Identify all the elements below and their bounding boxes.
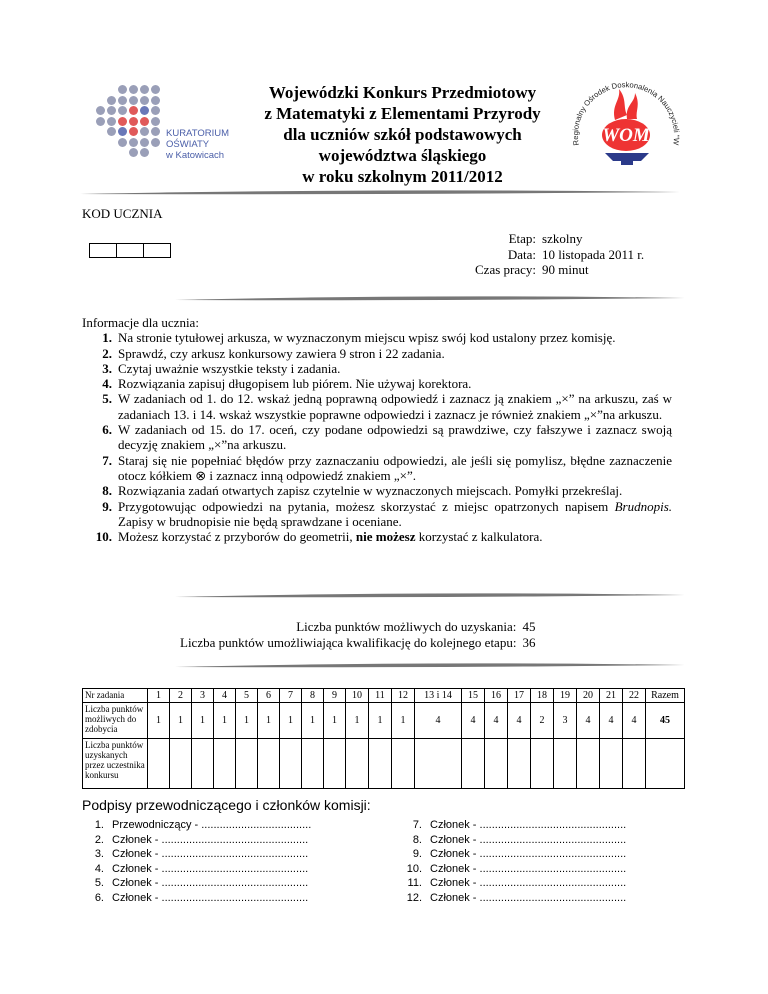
- logo-dot: [140, 96, 149, 105]
- logo-dot: [151, 127, 160, 136]
- earned-points-cell[interactable]: [531, 739, 554, 789]
- logo-dot: [118, 96, 127, 105]
- earned-points-cell[interactable]: [192, 739, 214, 789]
- signature-line[interactable]: [400, 891, 626, 906]
- earned-points-cell[interactable]: [369, 739, 392, 789]
- title-line: z Matematyki z Elementami Przyrody: [264, 104, 541, 123]
- max-points-cell: 1: [258, 703, 280, 739]
- score-row: [83, 689, 685, 703]
- signature-role: Członek - ................................................: [112, 877, 309, 889]
- signature-role: Członek - ................................................: [430, 848, 627, 860]
- divider-swoosh: [175, 592, 685, 600]
- student-instructions: [82, 315, 672, 544]
- signature-role: Członek - ................................................: [430, 877, 627, 889]
- logo-dot: [151, 85, 160, 94]
- earned-points-cell[interactable]: [600, 739, 623, 789]
- signature-number: 11.: [407, 877, 422, 889]
- signature-number: 10.: [406, 862, 422, 875]
- points-row: [180, 619, 535, 635]
- student-code-boxes[interactable]: [90, 243, 171, 258]
- signature-number: 3.: [94, 848, 104, 860]
- meta-row: [475, 247, 644, 263]
- signature-line[interactable]: [400, 876, 626, 891]
- signature-line[interactable]: [400, 833, 626, 848]
- meta-row: [475, 262, 644, 278]
- exam-meta: [475, 231, 644, 278]
- signature-line[interactable]: [82, 891, 311, 906]
- logo-dot: [151, 96, 160, 105]
- instruction-number: 10.: [95, 529, 112, 545]
- max-points-cell: 1: [369, 703, 392, 739]
- signature-line[interactable]: [82, 833, 311, 848]
- signature-number: 9.: [412, 848, 422, 860]
- earned-points-cell[interactable]: [392, 739, 415, 789]
- max-points-cell: 1: [392, 703, 415, 739]
- earned-points-cell[interactable]: [258, 739, 280, 789]
- kuratorium-logo-line: KURATORIUM: [166, 128, 229, 139]
- task-number-cell: 20: [577, 689, 600, 703]
- max-points-cell: 45: [646, 703, 685, 739]
- logo-dot: [118, 106, 127, 115]
- student-code-box[interactable]: [116, 243, 144, 258]
- logo-dot: [107, 117, 116, 126]
- logo-dot: [96, 106, 105, 115]
- signature-role: Członek - ................................................: [112, 848, 309, 860]
- signature-role: Przewodniczący - ....................................: [112, 819, 312, 831]
- instruction-item: [82, 422, 672, 453]
- earned-points-cell[interactable]: [485, 739, 508, 789]
- logo-dot: [151, 138, 160, 147]
- task-number-cell: 3: [192, 689, 214, 703]
- instruction-text: W zadaniach od 1. do 12. wskaż jedną poprawną odpowiedź i zaznacz ją znakiem „×” na arkuszu, zaś w zadaniach 13. i 14. wskaż wszystkie poprawne odpowiedzi i zaznacz je również znakiem „×”na arkuszu.: [118, 391, 672, 422]
- points-value: 45: [522, 619, 536, 634]
- kuratorium-logo-text: [166, 128, 229, 161]
- signatures-right: [400, 818, 626, 905]
- score-row-label: Liczba punktów uzyskanych przez uczestnika konkursu: [83, 739, 148, 789]
- max-points-cell: 4: [462, 703, 485, 739]
- document-title: [225, 82, 580, 187]
- signature-number: 7.: [412, 819, 422, 831]
- max-points-cell: 1: [302, 703, 324, 739]
- max-points-cell: 1: [192, 703, 214, 739]
- instruction-text: Sprawdź, czy arkusz konkursowy zawiera 9 stron i 22 zadania.: [118, 345, 445, 361]
- earned-points-cell[interactable]: [415, 739, 462, 789]
- signature-role: Członek - ................................................: [112, 891, 309, 904]
- task-number-cell: Razem: [646, 689, 685, 703]
- task-number-cell: 6: [258, 689, 280, 703]
- student-code-box[interactable]: [143, 243, 171, 258]
- instruction-text: W zadaniach od 15. do 17. oceń, czy podane odpowiedzi są prawdziwe, czy fałszywe i zaznacz swoją decyzję znakiem „×”na arkuszu.: [118, 422, 672, 453]
- instructions-heading: Informacje dla ucznia:: [82, 315, 199, 330]
- logo-dot: [107, 96, 116, 105]
- instruction-number: 1.: [102, 330, 112, 346]
- max-points-cell: 4: [577, 703, 600, 739]
- instruction-number: 3.: [102, 360, 112, 376]
- task-number-cell: 12: [392, 689, 415, 703]
- logo-dot: [129, 117, 138, 126]
- task-number-cell: 7: [280, 689, 302, 703]
- task-number-cell: 1: [148, 689, 170, 703]
- instruction-number: 9.: [102, 498, 112, 514]
- logo-dot: [118, 117, 127, 126]
- instruction-number: 6.: [102, 422, 112, 438]
- signature-role: Członek - ................................................: [112, 862, 309, 875]
- task-number-cell: 2: [170, 689, 192, 703]
- wom-logo: [565, 75, 687, 193]
- signatures-left: [82, 818, 311, 905]
- points-value: 36: [522, 635, 536, 650]
- earned-points-cell[interactable]: [236, 739, 258, 789]
- meta-value: 90 minut: [542, 262, 589, 277]
- earned-points-cell[interactable]: [646, 739, 685, 789]
- signature-number: 6.: [94, 891, 104, 904]
- task-number-cell: 16: [485, 689, 508, 703]
- instruction-item: [82, 376, 672, 391]
- kuratorium-logo-line: w Katowicach: [166, 150, 225, 161]
- instruction-number: 4.: [102, 376, 112, 392]
- divider-swoosh: [80, 189, 680, 197]
- signature-number: 4.: [94, 862, 104, 875]
- logo-dot: [129, 127, 138, 136]
- logo-dot: [140, 85, 149, 94]
- max-points-cell: 4: [623, 703, 646, 739]
- signature-role: Członek - ................................................: [430, 862, 627, 875]
- logo-dot: [129, 85, 138, 94]
- signature-number: 1.: [94, 819, 104, 831]
- instruction-text: Rozwiązania zapisuj długopisem lub piórem. Nie używaj korektora.: [118, 376, 472, 392]
- task-number-cell: 17: [508, 689, 531, 703]
- score-row-label: Nr zadania: [83, 689, 148, 703]
- task-number-cell: 19: [554, 689, 577, 703]
- task-number-cell: 22: [623, 689, 646, 703]
- logo-dot: [129, 106, 138, 115]
- signature-line[interactable]: [400, 847, 626, 862]
- signature-line[interactable]: [82, 876, 311, 891]
- logo-dot: [140, 138, 149, 147]
- task-number-cell: 8: [302, 689, 324, 703]
- max-points-cell: 1: [324, 703, 346, 739]
- logo-dot: [107, 127, 116, 136]
- max-points-cell: 1: [280, 703, 302, 739]
- instruction-number: 8.: [102, 483, 112, 499]
- max-points-cell: 4: [508, 703, 531, 739]
- instruction-text: Możesz korzystać z przyborów do geometrii, nie możesz korzystać z kalkulatora.: [118, 529, 543, 545]
- max-points-cell: 1: [236, 703, 258, 739]
- earned-points-cell[interactable]: [346, 739, 369, 789]
- student-code-box[interactable]: [89, 243, 117, 258]
- earned-points-cell[interactable]: [324, 739, 346, 789]
- max-points-cell: 4: [415, 703, 462, 739]
- signature-number: 2.: [94, 833, 104, 846]
- logo-dot: [140, 148, 149, 157]
- earned-points-cell[interactable]: [623, 739, 646, 789]
- earned-points-cell[interactable]: [462, 739, 485, 789]
- signatures-heading: Podpisy przewodniczącego i członków komisji:: [82, 797, 371, 813]
- instruction-item: [82, 529, 672, 544]
- instruction-item: [82, 391, 672, 422]
- signature-line[interactable]: [82, 818, 311, 833]
- max-points-cell: 1: [148, 703, 170, 739]
- student-code-label: KOD UCZNIA: [82, 206, 163, 221]
- earned-points-cell[interactable]: [170, 739, 192, 789]
- points-label: Liczba punktów umożliwiająca kwalifikację do kolejnego etapu:: [180, 635, 517, 650]
- score-row-label: Liczba punktów możliwych do zdobycia: [83, 703, 148, 739]
- kuratorium-logo: [96, 85, 236, 170]
- logo-dot: [129, 138, 138, 147]
- points-row: [180, 635, 535, 651]
- max-points-cell: 1: [214, 703, 236, 739]
- signature-line[interactable]: [82, 847, 311, 862]
- max-points-cell: 1: [346, 703, 369, 739]
- earned-points-cell[interactable]: [214, 739, 236, 789]
- logo-dot: [107, 106, 116, 115]
- signature-number: 8.: [412, 833, 422, 846]
- task-number-cell: 11: [369, 689, 392, 703]
- logo-dot: [140, 106, 149, 115]
- instruction-text: Przygotowując odpowiedzi na pytania, możesz skorzystać z miejsc opatrzonych napisem Brudnopis. Zapisy w brudnopisie nie będą sprawdzane i oceniane.: [118, 498, 672, 529]
- task-number-cell: 9: [324, 689, 346, 703]
- instruction-item: [82, 361, 672, 376]
- logo-dot: [151, 106, 160, 115]
- instruction-number: 7.: [102, 452, 112, 468]
- signature-role: Członek - ................................................: [430, 891, 627, 904]
- divider-swoosh: [175, 295, 685, 303]
- task-number-cell: 10: [346, 689, 369, 703]
- meta-row: [475, 231, 644, 247]
- score-row: [83, 703, 685, 739]
- max-points-cell: 4: [600, 703, 623, 739]
- title-line: Wojewódzki Konkurs Przedmiotowy: [268, 83, 537, 102]
- max-points-cell: 4: [485, 703, 508, 739]
- signature-number: 5.: [94, 877, 104, 889]
- title-line: województwa śląskiego: [318, 146, 487, 165]
- logo-dot: [140, 127, 149, 136]
- instruction-number: 5.: [102, 391, 112, 407]
- instruction-item: [82, 330, 672, 345]
- max-points-cell: 3: [554, 703, 577, 739]
- earned-points-cell[interactable]: [554, 739, 577, 789]
- score-table: [82, 688, 685, 789]
- logo-dot: [118, 138, 127, 147]
- instruction-item: [82, 499, 672, 530]
- task-number-cell: 13 i 14: [415, 689, 462, 703]
- earned-points-cell[interactable]: [508, 739, 531, 789]
- signature-role: Członek - ................................................: [430, 833, 627, 846]
- logo-dot: [140, 117, 149, 126]
- instruction-text: Staraj się nie popełniać błędów przy zaznaczaniu odpowiedzi, ale jeśli się pomylisz, błędne zaznaczenie otocz kółkiem ⊗ i zaznacz inną odpowiedź znakiem „×”.: [118, 452, 672, 483]
- earned-points-cell[interactable]: [280, 739, 302, 789]
- logo-dot: [151, 117, 160, 126]
- task-number-cell: 5: [236, 689, 258, 703]
- meta-key: Etap:: [508, 231, 537, 246]
- score-row: [83, 739, 685, 789]
- meta-key: Data:: [507, 246, 537, 262]
- instruction-text: Na stronie tytułowej arkusza, w wyznaczonym miejscu wpisz swój kod ustalony przez komisję.: [118, 330, 616, 346]
- logo-dot: [118, 127, 127, 136]
- logo-dot: [118, 85, 127, 94]
- signature-line[interactable]: [82, 862, 311, 877]
- task-number-cell: 21: [600, 689, 623, 703]
- logo-dot: [96, 117, 105, 126]
- instruction-item: [82, 346, 672, 361]
- signature-number: 12.: [406, 891, 422, 904]
- title-line: w roku szkolnym 2011/2012: [302, 167, 503, 186]
- max-points-cell: 2: [531, 703, 554, 739]
- meta-value: 10 listopada 2011 r.: [542, 246, 645, 262]
- logo-dot: [129, 96, 138, 105]
- signature-role: Członek - ................................................: [430, 819, 627, 831]
- signature-role: Członek - ................................................: [112, 833, 309, 846]
- instruction-number: 2.: [102, 345, 112, 361]
- title-line: dla uczniów szkół podstawowych: [283, 125, 522, 144]
- task-number-cell: 18: [531, 689, 554, 703]
- signature-line[interactable]: [400, 862, 626, 877]
- kuratorium-logo-line: OŚWIATY: [166, 139, 210, 150]
- meta-key: Czas pracy:: [475, 262, 537, 277]
- instruction-text: Rozwiązania zadań otwartych zapisz czytelnie w wyznaczonych miejscach. Pomyłki przekreślaj.: [118, 483, 623, 499]
- logo-dot-grid: [96, 85, 166, 155]
- task-number-cell: 4: [214, 689, 236, 703]
- earned-points-cell[interactable]: [577, 739, 600, 789]
- logo-dot: [129, 148, 138, 157]
- meta-value: szkolny: [542, 231, 583, 246]
- instruction-item: [82, 483, 672, 498]
- earned-points-cell[interactable]: [302, 739, 324, 789]
- points-summary: [180, 619, 535, 651]
- points-label: Liczba punktów możliwych do uzyskania:: [296, 619, 517, 634]
- earned-points-cell[interactable]: [148, 739, 170, 789]
- instruction-item: [82, 453, 672, 484]
- task-number-cell: 15: [462, 689, 485, 703]
- instruction-text: Czytaj uważnie wszystkie teksty i zadania.: [118, 360, 341, 376]
- wom-logo-ring-text: Regionalny Ośrodek Doskonalenia Nauczycieli "W: [570, 80, 682, 147]
- max-points-cell: 1: [170, 703, 192, 739]
- signature-line[interactable]: [400, 818, 626, 833]
- divider-swoosh: [175, 662, 685, 670]
- wom-logo-mark: WOM: [602, 125, 650, 146]
